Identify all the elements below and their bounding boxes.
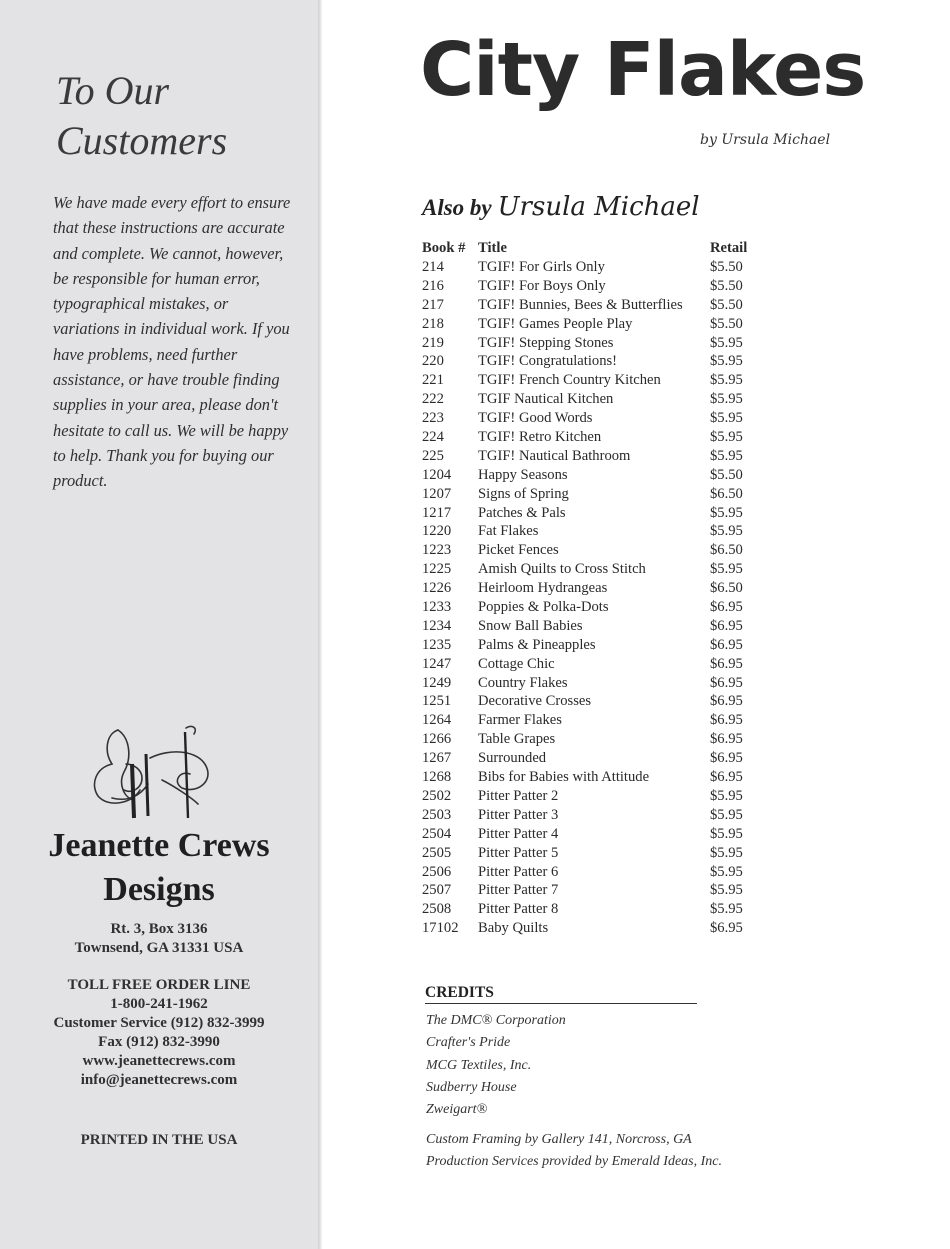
book-list-table	[422, 238, 756, 938]
retail-price-cell: $5.95	[710, 372, 743, 389]
framing-credit: Custom Framing by Gallery 141, Norcross, GA	[426, 1132, 692, 1147]
retail-price-cell: $5.95	[710, 447, 743, 464]
book-title-cell: Happy Seasons	[478, 466, 568, 483]
retail-price-cell: $5.95	[710, 901, 743, 918]
production-credit: Production Services provided by Emerald Ideas, Inc.	[426, 1154, 722, 1170]
retail-price-cell: $5.50	[710, 315, 743, 332]
book-number-cell: 218	[422, 315, 444, 332]
book-number-cell: 217	[422, 296, 444, 313]
page-title: City Flakes	[420, 27, 866, 113]
also-by-label: Also by	[422, 195, 492, 220]
retail-price-cell: $5.95	[710, 561, 743, 578]
table-row	[422, 844, 756, 863]
book-title-cell: Pitter Patter 8	[478, 901, 559, 918]
book-title-cell: TGIF! Good Words	[478, 410, 593, 427]
book-title-cell: Patches & Pals	[478, 504, 566, 521]
contact-info	[20, 976, 298, 1090]
book-title-cell: Bibs for Babies with Attitude	[478, 769, 650, 786]
book-number-cell: 1204	[422, 466, 452, 483]
table-row	[422, 390, 756, 409]
table-row	[422, 598, 756, 617]
retail-price-cell: $5.95	[710, 391, 743, 408]
table-row	[422, 919, 756, 938]
book-number-cell: 224	[422, 429, 444, 446]
table-row	[422, 825, 756, 844]
book-title-cell: Fat Flakes	[478, 523, 539, 540]
retail-price-cell: $5.95	[710, 863, 743, 880]
book-title-cell: Heirloom Hydrangeas	[478, 580, 608, 597]
credit-item: Sudberry House	[426, 1079, 517, 1095]
book-number-cell: 225	[422, 447, 444, 464]
fax-number: Fax (912) 832-3990	[98, 1034, 220, 1050]
table-row	[422, 522, 756, 541]
retail-price-cell: $5.50	[710, 277, 743, 294]
table-row	[422, 636, 756, 655]
book-title-cell: TGIF Nautical Kitchen	[478, 391, 614, 408]
book-number-cell: 1234	[422, 617, 452, 634]
book-number-cell: 2507	[422, 882, 452, 899]
table-row	[422, 466, 756, 485]
book-title-cell: Pitter Patter 2	[478, 787, 559, 804]
book-number-cell: 2505	[422, 844, 452, 861]
retail-price-cell: $5.95	[710, 882, 743, 899]
retail-price-cell: $6.50	[710, 542, 743, 559]
table-row	[422, 768, 756, 787]
table-row	[422, 579, 756, 598]
retail-price-cell: $5.95	[710, 410, 743, 427]
book-number-cell: 1233	[422, 599, 452, 616]
book-number-cell: 1249	[422, 674, 452, 691]
book-title-cell: TGIF! Nautical Bathroom	[478, 447, 631, 464]
customer-service-phone: Customer Service (912) 832-3999	[53, 1015, 265, 1031]
company-name-line2: Designs	[103, 871, 215, 908]
book-title-cell: TGIF! Bunnies, Bees & Butterflies	[478, 296, 683, 313]
book-number-cell: 2503	[422, 806, 452, 823]
table-row	[422, 258, 756, 277]
book-number-cell: 1267	[422, 750, 452, 767]
book-number-cell: 220	[422, 353, 444, 370]
retail-price-cell: $5.95	[710, 844, 743, 861]
sidebar-panel	[0, 0, 318, 1249]
book-number-cell: 222	[422, 391, 444, 408]
book-title-cell: Amish Quilts to Cross Stitch	[478, 561, 646, 578]
book-number-cell: 1220	[422, 523, 452, 540]
company-logo-icon	[88, 724, 230, 820]
book-number-cell: 223	[422, 410, 444, 427]
email-link[interactable]: info@jeanettecrews.com	[80, 1072, 238, 1088]
book-number-cell: 214	[422, 259, 444, 275]
table-row	[422, 692, 756, 711]
table-row	[422, 315, 756, 334]
customer-message: We have made every effort to ensure that these instructions are accurate and complete. We cannot, however, be responsible for human error, typographical mistakes, or variations in individual work. If you have problems, need further assistance, or have trouble finding supplies in your area, please don't hesitate to call us. We will be happy to help. Thank you for buying our product.	[53, 193, 291, 491]
also-by-author: Ursula Michael	[497, 192, 700, 222]
book-number-cell: 1251	[422, 693, 452, 710]
book-number-cell: 221	[422, 372, 444, 389]
table-row	[422, 409, 756, 428]
retail-price-cell: $6.95	[710, 769, 743, 786]
book-title-cell: Palms & Pineapples	[478, 636, 596, 653]
retail-price-cell: $6.95	[710, 599, 743, 616]
retail-price-cell: $6.50	[710, 485, 743, 502]
book-number-cell: 1247	[422, 655, 452, 672]
book-title-cell: TGIF! Congratulations!	[478, 353, 618, 370]
table-row	[422, 711, 756, 730]
book-number-cell: 216	[422, 277, 444, 294]
book-title-cell: Cottage Chic	[478, 655, 555, 672]
retail-price-cell: $5.95	[710, 825, 743, 842]
website-link[interactable]: www.jeanettecrews.com	[82, 1053, 236, 1069]
retail-price-cell: $5.95	[710, 504, 743, 521]
book-number-cell: 1264	[422, 712, 452, 729]
retail-price-cell: $6.95	[710, 636, 743, 653]
header-retail: Retail	[710, 239, 748, 256]
table-row	[422, 881, 756, 900]
retail-price-cell: $6.95	[710, 655, 743, 672]
credits-heading: CREDITS	[425, 984, 697, 1004]
credit-item: Crafter's Pride	[426, 1035, 511, 1051]
book-title-cell: Picket Fences	[478, 542, 559, 559]
book-number-cell: 2506	[422, 863, 452, 880]
table-row	[422, 674, 756, 693]
retail-price-cell: $5.50	[710, 296, 743, 313]
book-title-cell: Signs of Spring	[478, 485, 569, 502]
credits-notes	[426, 1129, 846, 1174]
table-row	[422, 863, 756, 882]
company-address	[22, 920, 296, 958]
author-byline: by Ursula Michael	[700, 132, 831, 148]
header-book-number: Book #	[422, 239, 466, 256]
toll-free-label: TOLL FREE ORDER LINE	[67, 977, 251, 993]
table-row	[422, 334, 756, 353]
book-number-cell: 1226	[422, 580, 452, 597]
book-number-cell: 2502	[422, 787, 452, 804]
sidebar-heading	[56, 66, 306, 166]
retail-price-cell: $5.95	[710, 523, 743, 540]
credits-list	[426, 1010, 766, 1121]
table-row	[422, 617, 756, 636]
book-title-cell: Table Grapes	[478, 731, 556, 748]
printed-in-usa: PRINTED IN THE USA	[80, 1132, 238, 1148]
table-row	[422, 352, 756, 371]
table-row	[422, 541, 756, 560]
book-number-cell: 1217	[422, 504, 452, 521]
retail-price-cell: $6.50	[710, 580, 743, 597]
book-title-cell: TGIF! Games People Play	[478, 315, 633, 332]
retail-price-cell: $5.95	[710, 787, 743, 804]
also-by-heading	[422, 192, 842, 222]
table-row	[422, 277, 756, 296]
column-divider	[318, 0, 322, 1249]
book-title-cell: Surrounded	[478, 750, 547, 767]
retail-price-cell: $5.95	[710, 353, 743, 370]
retail-price-cell: $6.95	[710, 750, 743, 767]
retail-price-cell: $6.95	[710, 920, 743, 937]
book-title-cell: Pitter Patter 5	[478, 844, 559, 861]
address-line1: Rt. 3, Box 3136	[110, 921, 208, 937]
retail-price-cell: $5.95	[710, 429, 743, 446]
book-number-cell: 1225	[422, 561, 452, 578]
retail-price-cell: $6.95	[710, 712, 743, 729]
table-row	[422, 806, 756, 825]
book-title-cell: Pitter Patter 7	[478, 882, 559, 899]
book-number-cell: 1266	[422, 731, 452, 748]
table-row	[422, 749, 756, 768]
company-name-line1: Jeanette Crews	[48, 827, 270, 864]
book-title-cell: TGIF! For Girls Only	[478, 259, 605, 275]
table-row	[422, 560, 756, 579]
book-title-cell: TGIF! Stepping Stones	[478, 334, 614, 351]
retail-price-cell: $6.95	[710, 674, 743, 691]
retail-price-cell: $6.95	[710, 617, 743, 634]
book-number-cell: 1223	[422, 542, 452, 559]
book-number-cell: 1235	[422, 636, 452, 653]
table-row	[422, 447, 756, 466]
book-title-cell: Pitter Patter 6	[478, 863, 559, 880]
book-title-cell: Decorative Crosses	[478, 693, 592, 710]
table-row	[422, 296, 756, 315]
book-title-cell: Poppies & Polka-Dots	[478, 599, 609, 616]
credit-item: Zweigart®	[426, 1102, 488, 1118]
retail-price-cell: $5.50	[710, 466, 743, 483]
book-title-cell: Baby Quilts	[478, 920, 549, 937]
address-line2: Townsend, GA 31331 USA	[74, 940, 244, 956]
book-number-cell: 1207	[422, 485, 452, 502]
table-row	[422, 787, 756, 806]
table-row	[422, 428, 756, 447]
book-number-cell: 219	[422, 334, 444, 351]
sidebar-heading-line1: To Our	[56, 68, 170, 113]
book-title-cell: Snow Ball Babies	[478, 617, 583, 634]
company-name	[22, 824, 296, 912]
book-title-cell: TGIF! For Boys Only	[478, 277, 606, 294]
table-row	[422, 655, 756, 674]
book-number-cell: 17102	[422, 920, 459, 937]
retail-price-cell: $6.95	[710, 693, 743, 710]
retail-price-cell: $5.50	[710, 259, 743, 275]
table-header-row	[422, 238, 756, 258]
book-title-cell: Country Flakes	[478, 674, 568, 691]
book-title-cell: TGIF! French Country Kitchen	[478, 372, 661, 389]
book-title-cell: Farmer Flakes	[478, 712, 562, 729]
sidebar-heading-line2: Customers	[56, 118, 228, 163]
table-row	[422, 730, 756, 749]
retail-price-cell: $5.95	[710, 334, 743, 351]
book-title-cell: Pitter Patter 4	[478, 825, 559, 842]
credit-item: MCG Textiles, Inc.	[426, 1057, 532, 1073]
retail-price-cell: $5.95	[710, 806, 743, 823]
book-title-cell: TGIF! Retro Kitchen	[478, 429, 602, 446]
toll-free-number: 1-800-241-1962	[110, 996, 208, 1012]
table-row	[422, 485, 756, 504]
table-row	[422, 504, 756, 523]
credit-item: The DMC® Corporation	[426, 1013, 566, 1028]
table-row	[422, 371, 756, 390]
table-row	[422, 900, 756, 919]
book-number-cell: 1268	[422, 769, 452, 786]
book-title-cell: Pitter Patter 3	[478, 806, 559, 823]
book-number-cell: 2504	[422, 825, 452, 842]
header-title: Title	[478, 239, 507, 256]
retail-price-cell: $6.95	[710, 731, 743, 748]
book-number-cell: 2508	[422, 901, 452, 918]
